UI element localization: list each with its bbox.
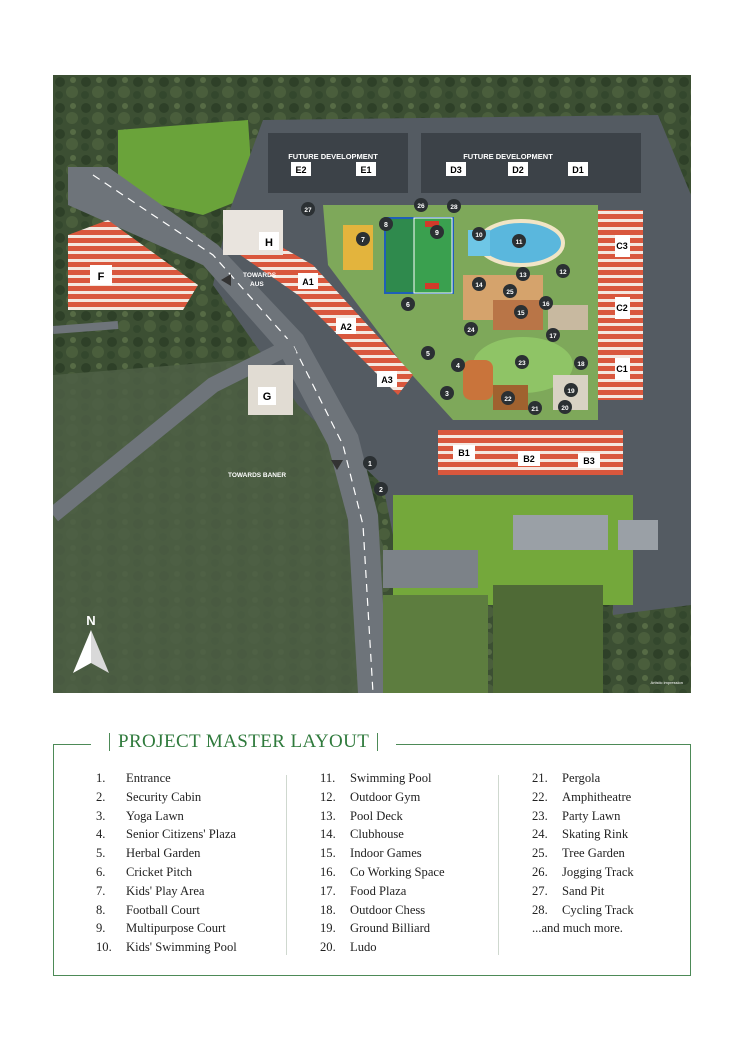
legend-item <box>96 865 237 884</box>
senior-plaza <box>463 360 493 400</box>
svg-text:8: 8 <box>384 222 388 229</box>
legend-item <box>532 884 634 903</box>
field-plot-1 <box>383 595 488 693</box>
marker-1 <box>363 456 377 470</box>
svg-text:12: 12 <box>559 269 567 276</box>
legend-item-number: 26. <box>532 864 548 879</box>
legend-item-label: Football Court <box>126 902 200 917</box>
legend-item-label: Clubhouse <box>350 827 404 842</box>
label-e1: E1 <box>360 165 372 175</box>
svg-text:10: 10 <box>475 232 483 239</box>
label-d3: D3 <box>450 165 462 175</box>
marker-19 <box>564 383 578 397</box>
marker-27 <box>301 202 315 216</box>
legend-item-number: 18. <box>320 902 336 917</box>
marker-23 <box>515 355 529 369</box>
marker-5 <box>421 346 435 360</box>
legend-item <box>320 865 445 884</box>
legend-item-label: Entrance <box>126 771 171 785</box>
legend-item-number: 10. <box>96 940 112 955</box>
legend-item-number: 16. <box>320 864 336 879</box>
legend-item-number: 5. <box>96 846 106 861</box>
marker-3 <box>440 386 454 400</box>
map-svg <box>53 75 691 693</box>
legend-item-number: 19. <box>320 921 336 936</box>
marker-17 <box>546 328 560 342</box>
legend-item <box>532 846 634 865</box>
legend-column-1 <box>96 771 237 959</box>
marker-14 <box>472 277 486 291</box>
legend-item-label: Cricket Pitch <box>126 864 193 879</box>
legend-item-label: Sand Pit <box>562 883 605 898</box>
marker-8 <box>379 217 393 231</box>
marker-11 <box>512 234 526 248</box>
svg-text:26: 26 <box>417 203 425 210</box>
legend-item-label: Food Plaza <box>350 883 407 898</box>
legend-item-number: 20. <box>320 940 336 955</box>
legend-item <box>96 940 237 959</box>
label-b3: B3 <box>583 456 595 466</box>
legend-item-label: Outdoor Gym <box>350 789 421 804</box>
parking-lot <box>383 550 478 588</box>
svg-text:15: 15 <box>517 310 525 317</box>
field-plot-2 <box>493 585 603 693</box>
label-a1: A1 <box>302 277 314 287</box>
legend-item-label: Amphitheatre <box>562 789 632 804</box>
column-divider <box>286 775 287 955</box>
legend-item-label: Co Working Space <box>350 864 445 879</box>
svg-text:6: 6 <box>406 302 410 309</box>
legend-item-label: Security Cabin <box>126 789 202 804</box>
marker-15 <box>514 305 528 319</box>
legend-title-text: PROJECT MASTER LAYOUT <box>118 731 370 752</box>
label-a3: A3 <box>381 375 393 385</box>
marker-25 <box>503 284 517 298</box>
legend-item <box>96 827 237 846</box>
artistic-impression-credit: Artistic impression <box>650 680 683 685</box>
legend-title <box>91 731 396 753</box>
legend-item <box>96 903 237 922</box>
legend-item-number: 9. <box>96 921 106 936</box>
label-c2: C2 <box>616 303 628 313</box>
label-d2: D2 <box>512 165 524 175</box>
svg-text:5: 5 <box>426 351 430 358</box>
legend-item <box>320 921 445 940</box>
legend-item-label: Kids' Play Area <box>126 883 205 898</box>
legend-item-number: 27. <box>532 883 548 898</box>
svg-text:4: 4 <box>456 363 460 370</box>
label-c1: C1 <box>616 364 628 374</box>
title-tick-left <box>109 733 110 751</box>
label-h: H <box>265 237 273 249</box>
marker-21 <box>528 401 542 415</box>
legend-item-number: 2. <box>96 789 106 804</box>
marker-20 <box>558 400 572 414</box>
svg-text:25: 25 <box>506 289 514 296</box>
label-b1: B1 <box>458 448 470 458</box>
legend-item-number: 8. <box>96 902 106 917</box>
marker-26 <box>414 198 428 212</box>
legend-item <box>320 940 445 959</box>
marker-28 <box>447 199 461 213</box>
legend-item-number: 21. <box>532 771 548 785</box>
legend-column-2 <box>320 771 445 959</box>
legend-item-number: 11. <box>320 771 336 785</box>
legend-item <box>320 790 445 809</box>
towards-aus-label-2: AUS <box>250 281 264 288</box>
marker-2 <box>374 482 388 496</box>
svg-text:18: 18 <box>577 361 585 368</box>
legend-item-number: 1. <box>96 771 106 785</box>
kids-play-area <box>343 225 373 270</box>
legend-item-number: 3. <box>96 808 106 823</box>
svg-text:20: 20 <box>561 405 569 412</box>
towards-aus-label-1: TOWARDS <box>243 272 277 279</box>
legend-item-label: Indoor Games <box>350 846 422 861</box>
legend-item-label: Ground Billiard <box>350 921 431 936</box>
title-tick-right <box>377 733 378 751</box>
future-dev-label-left: FUTURE DEVELOPMENT <box>288 152 378 161</box>
marker-12 <box>556 264 570 278</box>
legend-item-label: Kids' Swimming Pool <box>126 940 237 955</box>
marker-16 <box>539 296 553 310</box>
marker-7 <box>356 232 370 246</box>
svg-text:23: 23 <box>518 360 526 367</box>
legend-item <box>96 809 237 828</box>
label-c3: C3 <box>616 241 628 251</box>
label-f: F <box>97 271 105 283</box>
legend-item <box>320 771 445 790</box>
svg-text:13: 13 <box>519 272 527 279</box>
svg-text:28: 28 <box>450 204 458 211</box>
marker-18 <box>574 356 588 370</box>
legend-item-number: 25. <box>532 846 548 861</box>
svg-text:24: 24 <box>467 327 475 334</box>
label-g: G <box>262 391 272 403</box>
legend-item-label: Ludo <box>350 940 377 955</box>
legend-item <box>532 921 634 940</box>
label-b2: B2 <box>523 454 535 464</box>
legend-item <box>96 846 237 865</box>
svg-text:11: 11 <box>515 239 523 246</box>
legend-item-label: Multipurpose Court <box>126 921 226 936</box>
co-working-space <box>548 305 588 330</box>
svg-text:2: 2 <box>379 487 383 494</box>
legend-item <box>320 827 445 846</box>
svg-text:14: 14 <box>475 282 483 289</box>
legend-item-number: 4. <box>96 827 106 842</box>
legend-item-label: Skating Rink <box>562 827 629 842</box>
svg-text:7: 7 <box>361 237 365 244</box>
legend-item-number: 17. <box>320 883 336 898</box>
legend-item-number: 22. <box>532 789 548 804</box>
marker-24 <box>464 322 478 336</box>
legend-item <box>320 809 445 828</box>
legend-item-label: Pergola <box>562 771 601 785</box>
parking-east <box>618 520 658 550</box>
legend-item <box>532 903 634 922</box>
future-development-left <box>268 133 408 193</box>
legend-item-number: 24. <box>532 827 548 842</box>
legend-item-label: Pool Deck <box>350 808 403 823</box>
legend-item <box>320 903 445 922</box>
legend-item-number: 7. <box>96 883 106 898</box>
legend-item <box>96 884 237 903</box>
marker-4 <box>451 358 465 372</box>
marker-6 <box>401 297 415 311</box>
master-plan-map <box>53 75 691 693</box>
legend-item-label: Cycling Track <box>562 902 634 917</box>
legend-item <box>320 884 445 903</box>
future-dev-label-right: FUTURE DEVELOPMENT <box>463 152 553 161</box>
north-label: N <box>86 613 96 628</box>
legend-item-label: Tree Garden <box>562 846 625 861</box>
legend-item-label: Yoga Lawn <box>126 808 184 823</box>
parking-south <box>513 515 608 550</box>
legend-item-label: Jogging Track <box>562 864 634 879</box>
legend-item-label: ...and much more. <box>532 921 623 936</box>
marker-9 <box>430 225 444 239</box>
label-d1: D1 <box>572 165 584 175</box>
legend-item <box>96 771 237 790</box>
svg-text:17: 17 <box>549 333 557 340</box>
svg-text:21: 21 <box>531 406 539 413</box>
marker-13 <box>516 267 530 281</box>
svg-text:9: 9 <box>435 230 439 237</box>
legend-column-3 <box>532 771 634 940</box>
svg-text:19: 19 <box>567 388 575 395</box>
legend-item <box>532 865 634 884</box>
legend-item <box>532 827 634 846</box>
svg-text:27: 27 <box>304 207 312 214</box>
legend-box <box>53 731 691 976</box>
court-goal-bottom <box>425 283 439 289</box>
legend-item <box>96 790 237 809</box>
legend-item-label: Senior Citizens' Plaza <box>126 827 236 842</box>
towards-baner-label: TOWARDS BANER <box>228 472 287 479</box>
svg-text:16: 16 <box>542 301 550 308</box>
legend-item-number: 23. <box>532 808 548 823</box>
label-a2: A2 <box>340 322 352 332</box>
legend-item-label: Swimming Pool <box>350 771 432 785</box>
svg-text:22: 22 <box>504 396 512 403</box>
label-e2: E2 <box>295 165 307 175</box>
access-road <box>53 325 118 330</box>
legend-item-label: Herbal Garden <box>126 846 201 861</box>
svg-text:3: 3 <box>445 391 449 398</box>
legend-item-number: 15. <box>320 846 336 861</box>
legend-item-number: 6. <box>96 864 106 879</box>
legend-item <box>96 921 237 940</box>
legend-item-number: 12. <box>320 789 336 804</box>
legend-item <box>320 846 445 865</box>
legend-item <box>532 771 634 790</box>
svg-text:1: 1 <box>368 461 372 468</box>
marker-22 <box>501 391 515 405</box>
legend-item-label: Party Lawn <box>562 808 621 823</box>
column-divider <box>498 775 499 955</box>
marker-10 <box>472 227 486 241</box>
legend-item-number: 14. <box>320 827 336 842</box>
legend-item-label: Outdoor Chess <box>350 902 426 917</box>
legend-item <box>532 790 634 809</box>
legend-item-number: 28. <box>532 902 548 917</box>
legend-item-number: 13. <box>320 808 336 823</box>
legend-item <box>532 809 634 828</box>
